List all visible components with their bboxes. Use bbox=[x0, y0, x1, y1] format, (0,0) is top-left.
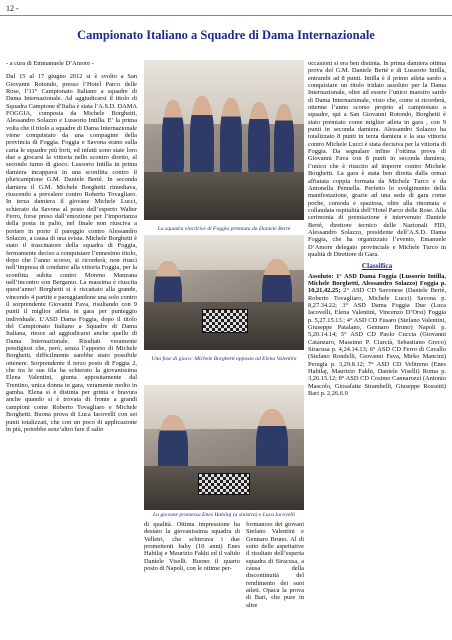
article-paragraph-col3: occasioni si era ben distinta. In prima damiera ottima prova del G.M. Daniele Bertè e di Lussorio Intilla, entrambi ad 8 punti. Intilla è il primo atleta sardo a conquistare un titolo tridato assoluto per la Dama Internazionale, oltre ad essere l’unico maestro sardo di Dama Internazionale, visto che, come si ricorderà, ottenne l’anno scorso proprio al campionato a squadre, qui a San Giovanni Rotondo, Borghetti è stato premiato come miglior atleta in gara , con 9 punti in seconda damiera. Alessandro Solazzo ha totalizzato 8 punti in terza damiera e la sua vittoria contro Michele Lucci è stata decisiva per la vittoria di Foggia. Da segnalare infine l’ottima prova di Giovanni Fava con 8 punti in seconda damiera, l’unico che è riuscito ad imporre contro Michele Borghetti. La gara è stata ben diretta dalla ormai affiatata coppia formata da Michele Turco e da Antonella Pennella. Perfetto lo svolgimento della manifestazione, grazie ad una sede di gara come poche, comoda e spaziosa, oltre alla rinomata e collaudata ospitalità dell’Hotel Parco delle Rose. Alla cerimonia di premiazione è intervenuto Daniele Bertè, direttore tecnico delle Nazionali FID, Alessandro Solazzo, presidente dell’A.S.D. Dama Foggia, che ha organizzato l’evento, Emanuele D’Amore delegato provinciale e Michele Turco in qualità di Direttore di Gara. bbox=[308, 60, 446, 258]
photo-game-phase bbox=[144, 235, 304, 350]
classifica-others: 2° ASD CD Savonese (Daniele Bertè, Roberto Tovagliaro, Michele Lucci) Savona p. 8,27.34.22; 3° ASD Dama Foggia Due (Luca Iacovelli, Elena Valentini, Vincenzo D’Orsi) Foggia p. 5,27.15.13.; 4° ASD CD Fusaro (Stefano Valentini, Giuseppe Patalano, Gennaro Bruno) Napoli p. 5,20.14.14; 5° ASD CD Paolo Cuccia (Giovanni Catanzaro, Massimo P. Ciarcià, Sebastiano Greco) Siracusa p. 4,24.14.13; 6° ASD CD Ferro di Cavallo (Stefano Rondelli, Giovanni Fava, Mirko Mancini) Perugia p. 3,29.8.12; 7° ASD CD Velitreno (Enes Habilaj, Maurizio Fakhi, Daniele Viselli) Roma p. 3,26.15.12; 8° ASD CD Cosimo Cannarozzi (Antonio Mascolo, Giosafatte Strambelli, Giuseppe Rossetti) Bari p. 2,26.6.9 bbox=[308, 287, 446, 398]
photo-caption-3: La giovane promessa Enes Habilaj (a sinistra) e Luca Iacovelli bbox=[153, 512, 295, 518]
header-rule bbox=[0, 15, 452, 16]
classifica-text bbox=[308, 273, 446, 398]
page-number: 12 - bbox=[6, 4, 19, 13]
article-continuation-b: formances dei giovani Stefano Valentini e Gennaro Bruno. Al di sotto delle aspettative il risultato dell’esperta squadra di Siracusa, a causa della discontinuità del rendimento dei suoi atleti. Opaca la prova di Bari, che pure in altre bbox=[246, 521, 304, 609]
article-continuation-a: di qualità. Ottima impressione ha destato la giovanissima squadra di Velletri, che schierava i due promettenti baby (10 anni) Enes Habilaj e Maurizio Fakhi ed il valido Daniele Viselli. Buono il quarto posto di Napoli, con le ottime per- bbox=[144, 521, 240, 573]
article-paragraph: Dal 15 al 17 giugno 2012 si è svolto a San Giovanni Rotondo, presso l’Hotel Parco delle Rose, l’11° Campionato Italiano a squadre di Dama Internazionale. Ad aggiudicarsi il titolo di Squadra Campione d’Italia è stata l’A.S.D. DAMA FOGGIA, composta da Michele Borghetti, Alessandro Solazzo e Lussorio Intilla. E’ la prima volta che il titolo a squadre di Dama Internazionale viene conquistato da una compagine della provincia di Foggia. Foggia e Savona erano sulla carta le squadre più forti, ed infatti sono state loro due a giocarsi la vittoria nello scontro diretto, al secondo turno di gioco. Lussorio Intilla in prima damiera incappava in una sconfitta contro il pluricampione G.M. Daniele Bertè. In seconda damiera il G.M. Michele Borghetti rimediava, riuscendo a prevalere contro Roberto Tovagliaro. In terza damiera il giovane Michele Lucci, schierato da Savona al posto dell’esperto Walter Ferro, forse preso dall’emozione per l’importanza della posta in palio, nel finale non riusciva a portare in porto il pareggio contro Alessandro Solazzo, a causa di una svista. Michele Borghetti è stato il trascinatore della squadra di Foggia, fermamente deciso a conquistare l’ennesimo titolo, dopo che l’anno scorso, si ricorderà, non riuscì nell’impresa di condurre alla vittoria Foggia, per la sconfitta subita contro Moreno Manzana nell’incontro con Bergamo. La massima è riuscita quest’anno! Borghetti si è riscattato alla grande, vincendo 4 partite e pareggiandone una solo contro il sorprendente Giovanni Fava, risultando con 9 punti il miglior atleta in gara per punteggio individuale. L’ASD Dama Foggia, dopo il titolo del Campionato Italiano a Squadre di Dama Italiana, riesce ad aggiudicarsi anche quello di Dama Internazionale. Risultati veramente prestigiosi che, però, senza l’apporto di Michele Borghetti, difficilmente sarebbe stato possibile ottenere. Sorprendente il terzo posto di Foggia 2, che tra le sue fila ha schierato la giovanissima Elena Valentini, giunta appositamente dal Trentino, unica donna in gara, veramente molto in gamba. Elena si è distinta per grinta e bravura anche quando si è trovata di fronte a grandi campioni come Roberto Tovagliaro e Michele Borghetti. Buona prova di Luca Iacovelli con sei punti totalizzati, che con un poco di applicazione in più, potrebbe senz’altro fare il salto bbox=[6, 73, 137, 433]
article-column-1 bbox=[6, 60, 137, 638]
byline: - a cura di Emmanuele D’Amore - bbox=[6, 60, 94, 67]
photo-caption-1: La squadra vincitrice di Foggia premiata da Daniele Bertè bbox=[157, 226, 291, 232]
photo-young-players bbox=[144, 385, 304, 510]
photo-team-award bbox=[144, 60, 304, 220]
classifica-heading: Classifica bbox=[361, 261, 393, 271]
article-title: Campionato Italiano a Squadre di Dama Internazionale bbox=[77, 28, 375, 42]
photo-caption-2: Una fase di gioco: Michele Borghetti opposto ad Elena Valentini bbox=[151, 356, 297, 362]
article-column-3 bbox=[308, 60, 446, 638]
classifica-winner: Assoluto: 1° ASD Dama Foggia (Lussorio Intilla, Michele Borghetti, Alessandro Solazzo) Foggia p. 10,21,42.25; bbox=[308, 272, 446, 295]
